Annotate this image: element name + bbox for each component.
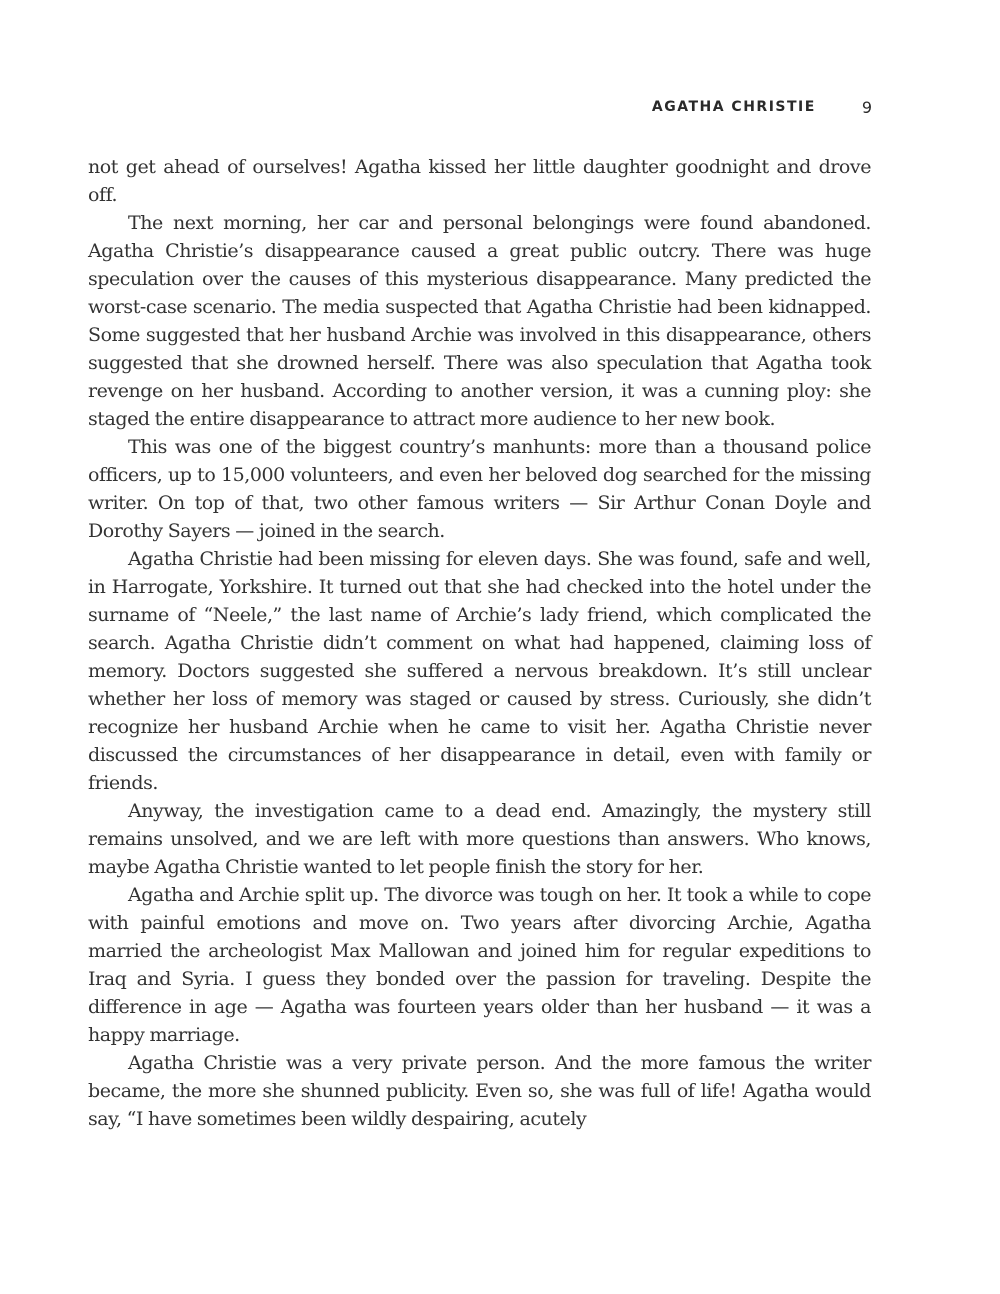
paragraph-continued: not get ahead of ourselves! Agatha kissed her little daughter goodnight and drove off. [88, 156, 871, 206]
running-header [652, 96, 872, 118]
paragraph: The next morning, her car and personal belongings were found abandoned. Agatha Christie’s disappearance caused a great public outcry. There was huge speculation over the causes of this mysterious disappearance. Many predicted the worst-case scenario. The media suspected that Agatha Christie had been kidnapped. Some suggested that her husband Archie was involved in this disappearance, others suggested that she drowned herself. There was also speculation that Agatha took revenge on her husband. According to another version, it was a cunning ploy: she staged the entire disappearance to attract more audience to her new book. [88, 212, 871, 430]
paragraph: Agatha Christie was a very private person. And the more famous the writer became, the more she shunned publicity. Even so, she was full of life! Agatha would say, “I have sometimes been wildly despairing, acutely [88, 1052, 871, 1130]
paragraph: Agatha Christie had been missing for eleven days. She was found, safe and well, in Harrogate, Yorkshire. It turned out that she had checked into the hotel under the surname of “Neele,” the last name of Archie’s lady friend, which complicated the search. Agatha Christie didn’t comment on what had happened, claiming loss of memory. Doctors suggested she suffered a nervous breakdown. It’s still unclear whether her loss of memory was staged or caused by stress. Curiously, she didn’t recognize her husband Archie when he came to visit her. Agatha Christie never discussed the circumstances of her disappearance in detail, even with family or friends. [88, 548, 871, 794]
paragraph: Agatha and Archie split up. The divorce was tough on her. It took a while to cope with painful emotions and move on. Two years after divorcing Archie, Agatha married the archeologist Max Mallowan and joined him for regular expeditions to Iraq and Syria. I guess they bonded over the passion for traveling. Despite the difference in age — Agatha was fourteen years older than her husband — it was a happy marriage. [88, 884, 871, 1046]
running-title: AGATHA CHRISTIE [651, 99, 816, 115]
paragraph: This was one of the biggest country’s manhunts: more than a thousand police officers, up to 15,000 volunteers, and even her beloved dog searched for the missing writer. On top of that, two other famous writers — Sir Arthur Conan Doyle and Dorothy Sayers — joined in the search. [88, 436, 871, 542]
body-text [88, 153, 871, 1133]
page-number: 9 [861, 97, 872, 117]
paragraph: Anyway, the investigation came to a dead end. Amazingly, the mystery still remains unsolved, and we are left with more questions than answers. Who knows, maybe Agatha Christie wanted to let people finish the story for her. [88, 800, 871, 878]
